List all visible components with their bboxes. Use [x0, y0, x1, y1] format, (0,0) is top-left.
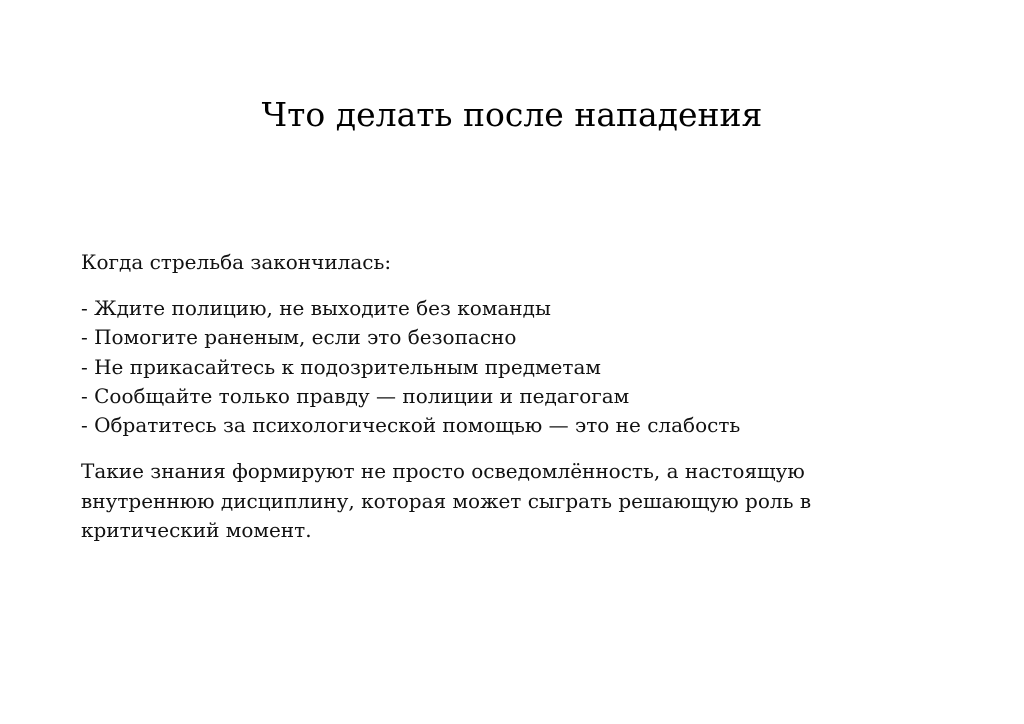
list-item: - Ждите полицию, не выходите без команды	[81, 296, 551, 320]
advice-list	[81, 294, 961, 440]
list-item: - Сообщайте только правду — полиции и педагогам	[81, 383, 630, 408]
intro-text: Когда стрельба закончилась:	[81, 250, 392, 274]
list-item: - Помогите раненым, если это безопасно	[81, 325, 517, 350]
list-item: - Обратитесь за психологической помощью — это не слабость	[81, 413, 741, 438]
list-item: - Не прикасайтесь к подозрительным предметам	[81, 354, 601, 379]
slide-title: Что делать после нападения	[261, 95, 763, 134]
slide-body	[81, 248, 961, 545]
closing-paragraph: Такие знания формируют не просто осведомлённость, а настоящую внутреннюю дисциплину, которая может сыграть решающую роль в критический момент.	[81, 459, 812, 543]
